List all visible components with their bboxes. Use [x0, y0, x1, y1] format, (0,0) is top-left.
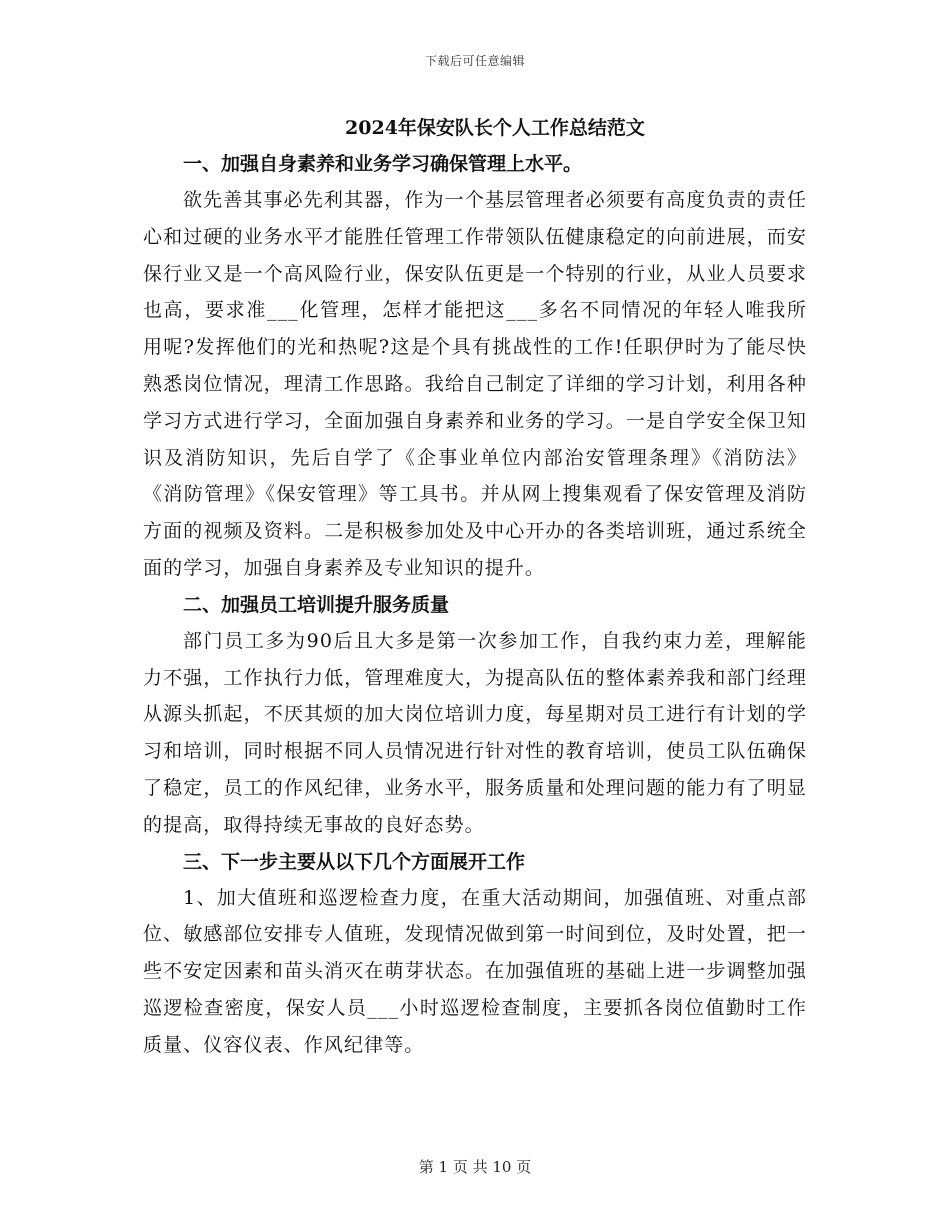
section-1-paragraph: 欲先善其事必先利其器，作为一个基层管理者必须要有高度负责的责任心和过硬的业务水平才能胜任管理工作带领队伍健康稳定的向前进展，而安保行业又是一个高风险行业，保安队伍更是一个特别的行业，从业人员要求也高，要求准___化管理，怎样才能把这___多名不同情况的年轻人唯我所用呢?发挥他们的光和热呢?这是个具有挑战性的工作!任职伊时为了能尽快熟悉岗位情况，理清工作思路。我给自己制定了详细的学习计划，利用各种学习方式进行学习，全面加强自身素养和业务的学习。一是自学安全保卫知识及消防知识，先后自学了《企事业单位内部治安管理条理》《消防法》《消防管理》《保安管理》等工具书。并从网上搜集观看了保安管理及消防方面的视频及资料。二是积极参加处及中心开办的各类培训班，通过系统全面的学习，加强自身素养及专业知识的提升。: [143, 189, 807, 579]
section-3-heading: 三、下一步主要从以下几个方面展开工作: [183, 850, 526, 873]
document-body: [143, 110, 807, 1064]
document-title: 2024年保安队长个人工作总结范文: [345, 117, 645, 139]
section-1-heading: 一、加强自身素养和业务学习确保管理上水平。: [183, 153, 583, 175]
page-header-note: 下载后可任意编辑: [424, 54, 525, 68]
section-2-paragraph: 部门员工多为90后且大多是第一次参加工作，自我约束力差，理解能力不强，工作执行力低，管理难度大，为提高队伍的整体素养我和部门经理从源头抓起，不厌其烦的加大岗位培训力度，每星期对员工进行有计划的学习和培训，同时根据不同人员情况进行针对性的教育培训，使员工队伍确保了稳定，员工的作风纪律，业务水平，服务质量和处理问题的能力有了明显的提高，取得持续无事故的良好态势。: [143, 629, 807, 836]
page-number: 第 1 页 共 10 页: [418, 1158, 532, 1176]
section-2-heading: 二、加强员工培训提升服务质量: [183, 593, 450, 616]
section-3-paragraph: 1、加大值班和巡逻检查力度，在重大活动期间，加强值班、对重点部位、敏感部位安排专人值班，发现情况做到第一时间到位，及时处置，把一些不安定因素和苗头消灭在萌芽状态。在加强值班的基础上进一步调整加强巡逻检查密度，保安人员___小时巡逻检查制度，主要抓各岗位值勤时工作质量、仪容仪表、作风纪律等。: [143, 886, 807, 1056]
